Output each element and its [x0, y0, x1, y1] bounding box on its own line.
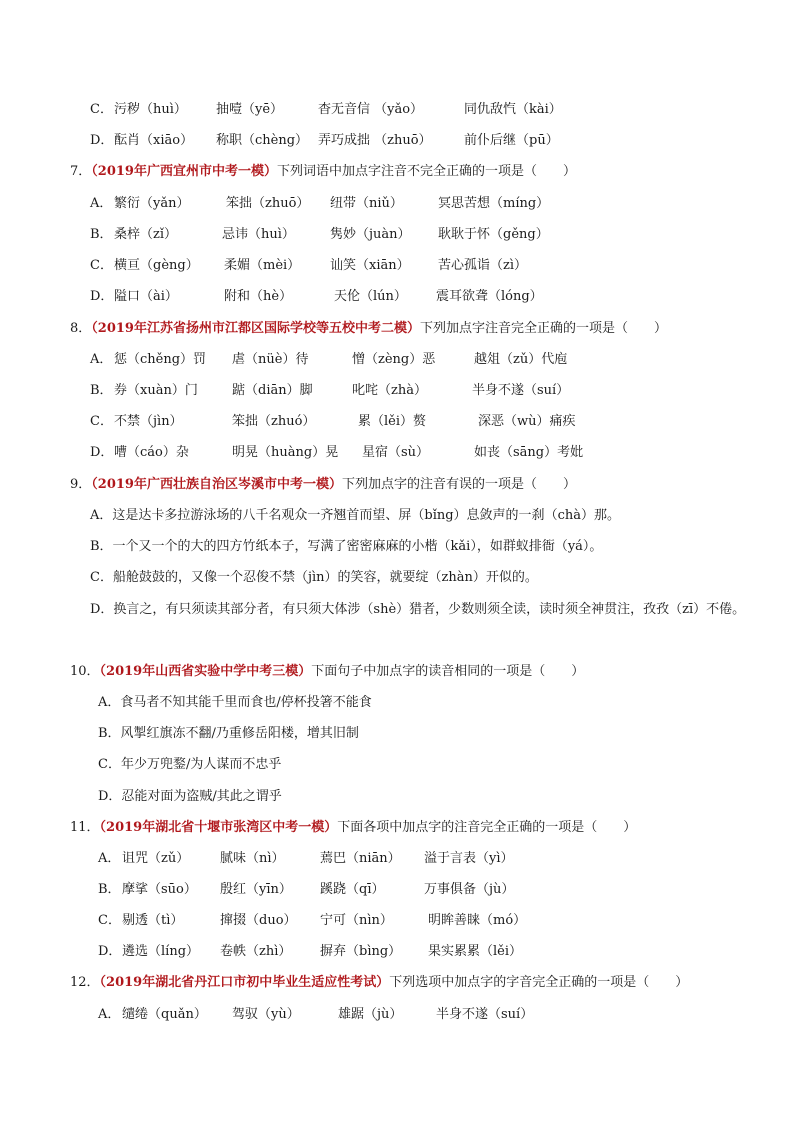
question-number: 10． — [70, 664, 100, 679]
option-line: A．食马者不知其能千里而食也/停杯投箸不能食 — [98, 695, 372, 710]
option-item: 诅咒（zǔ） — [122, 851, 190, 866]
option-label: D． — [90, 445, 114, 460]
option-item: 果实累累（lěi） — [428, 944, 523, 959]
option-item: 摒弃（bìng） — [320, 944, 402, 959]
option-item: 叱咤（zhà） — [352, 383, 427, 398]
option-item: 雄踞（jù） — [338, 1007, 403, 1022]
option-item: 星宿（sù） — [362, 445, 430, 460]
question-number: 8． — [70, 321, 92, 336]
option-line: C．船舱鼓鼓的，又像一个忍俊不禁（jìn）的笑容，就要绽（zhàn）开似的。 — [90, 570, 538, 585]
option-item: 券（xuàn）门 — [114, 383, 198, 398]
option-item: 越俎（zǔ）代庖 — [474, 352, 568, 367]
option-line: A．这是达卡多拉游泳场的八千名观众一齐翘首而望、屏（bǐng）息敛声的一刹（chà）那。 — [90, 508, 620, 523]
question-9-stem — [70, 474, 576, 496]
option-label: C． — [90, 102, 113, 117]
question-number: 7． — [70, 164, 92, 179]
option-item: 万事俱备（jù） — [424, 882, 515, 897]
option-label: C． — [90, 414, 113, 429]
question-source: （2019年广西壮族自治区岑溪市中考一模） — [91, 477, 342, 492]
option-item: 桑梓（zǐ） — [114, 227, 178, 242]
option-item: 憎（zèng）恶 — [352, 352, 436, 367]
option-label: C． — [98, 913, 121, 928]
question-text: 下列加点字注音完全正确的一项是（ ） — [419, 321, 667, 336]
option-item: 笨拙（zhuó） — [232, 414, 316, 429]
option-item: 称职（chèng） — [216, 133, 309, 148]
option-item: 附和（hè） — [224, 289, 293, 304]
option-line-wrapped — [90, 594, 750, 625]
option-item: 遴选（líng） — [122, 944, 200, 959]
question-7-stem — [70, 161, 576, 183]
option-label: B． — [90, 383, 113, 398]
option-item: 讪笑（xiān） — [330, 258, 410, 273]
option-item: 柔媚（mèi） — [224, 258, 301, 273]
option-item: 累（lěi）赘 — [358, 414, 427, 429]
option-item: 殷红（yīn） — [220, 882, 292, 897]
option-label: D． — [98, 944, 122, 959]
option-item: 明眸善睐（mó） — [428, 913, 527, 928]
question-8-stem — [70, 318, 667, 340]
option-item: 忌讳（huì） — [222, 227, 295, 242]
option-item: 缱绻（quǎn） — [122, 1007, 207, 1022]
option-item: 笨拙（zhuō） — [226, 196, 310, 211]
question-source: （2019年江苏省扬州市江都区国际学校等五校中考二模） — [91, 321, 420, 336]
option-item: 抽噎（yē） — [216, 102, 284, 117]
question-source: （2019年广西宜州市中考一模） — [91, 164, 277, 179]
option-item: 剔透（tì） — [122, 913, 184, 928]
option-label: A． — [90, 196, 113, 211]
question-number: 11． — [70, 820, 100, 835]
question-text: 下列选项中加点字的字音完全正确的一项是（ ） — [389, 975, 689, 990]
question-source: （2019年山西省实验中学中考三模） — [99, 664, 312, 679]
option-item: 横亘（gèng） — [114, 258, 199, 273]
option-item: 明晃（huàng）晃 — [232, 445, 339, 460]
question-number: 12． — [70, 975, 100, 990]
option-item: 半身不遂（suí） — [472, 383, 570, 398]
option-item: 蹊跷（qī） — [320, 882, 385, 897]
option-item: 酝肖（xiāo） — [114, 133, 194, 148]
question-number: 9． — [70, 477, 92, 492]
option-item: 卷帙（zhì） — [220, 944, 292, 959]
option-item: 同仇敌忾（kài） — [464, 102, 562, 117]
option-item: 惩（chěng）罚 — [114, 352, 207, 367]
option-item: 隘口（ài） — [114, 289, 178, 304]
option-item: 虐（nüè）待 — [232, 352, 309, 367]
option-item: 繁衍（yǎn） — [114, 196, 190, 211]
option-label: A． — [90, 352, 113, 367]
option-item: 撺掇（duo） — [220, 913, 297, 928]
question-source: （2019年湖北省十堰市张湾区中考一模） — [99, 820, 338, 835]
option-item: 驾驭（yù） — [232, 1007, 300, 1022]
option-item: 弄巧成拙 （zhuō） — [318, 133, 432, 148]
option-label: B． — [90, 227, 113, 242]
option-item: 蔫巴（niān） — [320, 851, 401, 866]
option-item: 嘈（cáo）杂 — [114, 445, 189, 460]
option-item: 污秽（huì） — [114, 102, 187, 117]
option-item: 天伦（lún） — [334, 289, 407, 304]
option-item: 冥思苦想（míng） — [438, 196, 550, 211]
question-11-stem — [70, 817, 636, 839]
option-line: B．一个又一个的大的四方竹纸本子，写满了密密麻麻的小楷（kǎi），如群蚁排衙（yá）。 — [90, 539, 603, 554]
question-text: 下列加点字的注音有误的一项是（ ） — [341, 477, 576, 492]
option-item: 震耳欲聋（lóng） — [436, 289, 543, 304]
option-line: C．年少万兜鍪/为人谋而不忠乎 — [98, 757, 282, 772]
option-item: 隽妙（juàn） — [330, 227, 411, 242]
option-item: 如丧（sāng）考妣 — [474, 445, 584, 460]
question-text: 下面句子中加点字的读音相同的一项是（ ） — [311, 664, 585, 679]
option-label: C． — [90, 258, 113, 273]
question-source: （2019年湖北省丹江口市初中毕业生适应性考试） — [99, 975, 390, 990]
option-item: 腻味（nì） — [220, 851, 285, 866]
option-item: 半身不遂（suí） — [436, 1007, 534, 1022]
option-label: A． — [98, 851, 121, 866]
option-item: 苦心孤诣（zì） — [438, 258, 528, 273]
question-10-stem — [70, 661, 584, 683]
option-label: D． — [90, 289, 114, 304]
option-item: 杳无音信 （yǎo） — [318, 102, 424, 117]
option-item: 溢于言表（yì） — [424, 851, 514, 866]
option-line: D．忍能对面为盗贼/其此之谓乎 — [98, 789, 282, 804]
question-12-stem — [70, 972, 688, 994]
option-label: A． — [98, 1007, 121, 1022]
option-item: 宁可（nìn） — [320, 913, 393, 928]
option-item: 踮（diān）脚 — [232, 383, 313, 398]
option-item: 前仆后继（pū） — [464, 133, 559, 148]
question-text: 下面各项中加点字的注音完全正确的一项是（ ） — [337, 820, 637, 835]
option-line: D．换言之，有只须读其部分者，有只须大体涉（shè）猎者，少数则须全读，读时须全神贯注，孜孜（zī）不倦。 — [90, 602, 746, 617]
option-label: D． — [90, 133, 114, 148]
option-label: B． — [98, 882, 121, 897]
question-text: 下列词语中加点字注音不完全正确的一项是（ ） — [276, 164, 576, 179]
option-item: 纽带（niǔ） — [330, 196, 403, 211]
option-item: 摩挲（sūo） — [122, 882, 197, 897]
option-item: 不禁（jìn） — [114, 414, 183, 429]
option-line: B．风掣红旗冻不翻/乃重修岳阳楼，增其旧制 — [98, 726, 359, 741]
option-item: 耿耿于怀（gěng） — [438, 227, 549, 242]
option-item: 深恶（wù）痛疾 — [478, 414, 576, 429]
